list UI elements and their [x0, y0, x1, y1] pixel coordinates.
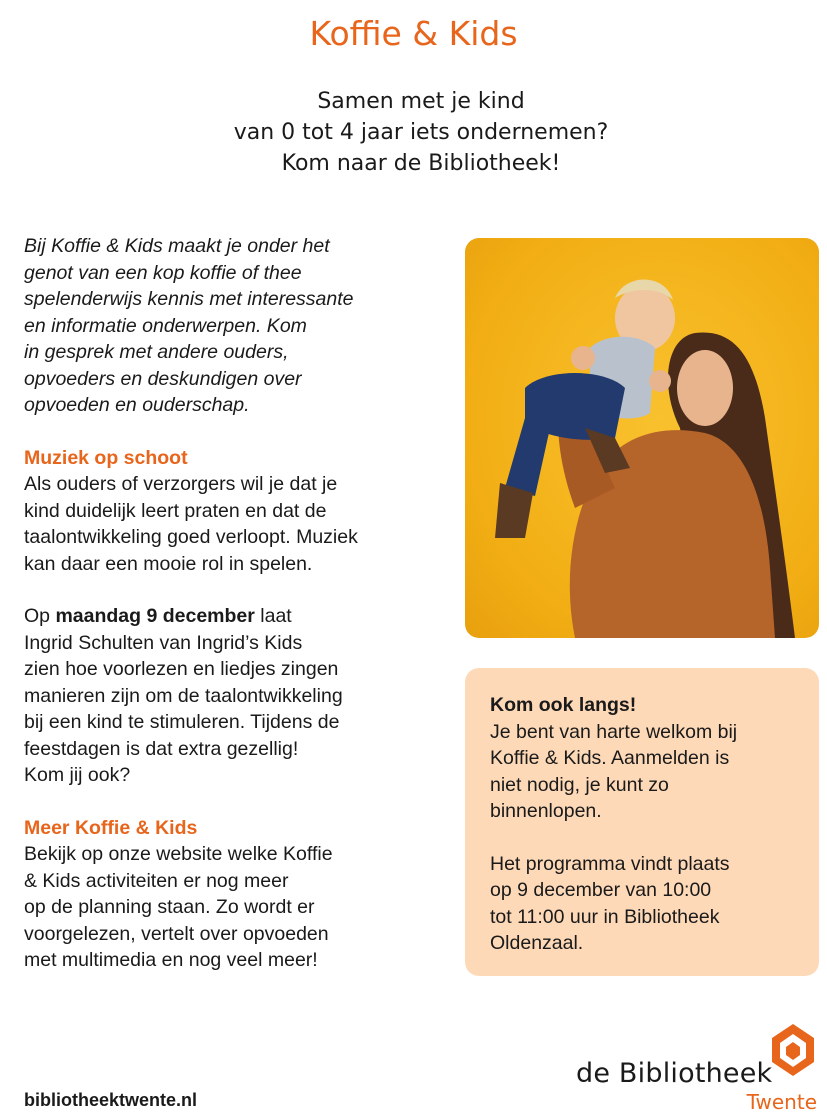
info-box	[465, 668, 819, 976]
subtitle	[0, 86, 827, 179]
text-line: Kom jij ook?	[24, 764, 131, 786]
intro-line: spelenderwijs kennis met interessante	[24, 288, 354, 310]
text-line: Koffie & Kids. Aanmelden is	[490, 747, 730, 769]
text-line: & Kids activiteiten er nog meer	[24, 869, 289, 892]
logo-subtext: Twente	[746, 1090, 817, 1114]
date-bold: maandag 9 december	[55, 605, 255, 627]
text-line: Je bent van harte welkom bij	[490, 720, 738, 743]
text-line: feestdagen is dat extra gezellig!	[24, 737, 299, 760]
intro-line: Bij Koffie & Kids maakt je onder het	[24, 235, 330, 257]
bibliotheek-logo-icon	[768, 1022, 818, 1078]
text-line: Bekijk op onze website welke Koffie	[24, 843, 333, 865]
intro-line: genot van een kop koffie of thee	[24, 261, 302, 284]
text-line: Oldenzaal.	[490, 932, 584, 954]
text-line: Als ouders of verzorgers wil je dat je	[24, 473, 338, 495]
subtitle-line: Samen met je kind	[317, 89, 525, 114]
subtitle-line: Kom naar de Bibliotheek!	[281, 151, 561, 176]
text-line: tot 11:00 uur in Bibliotheek	[490, 905, 720, 928]
intro-line: in gesprek met andere ouders,	[24, 341, 289, 363]
page-title: Koffie & Kids	[309, 14, 518, 53]
main-column	[24, 233, 424, 974]
intro-line: opvoeders en deskundigen over	[24, 367, 302, 390]
subtitle-line: van 0 tot 4 jaar iets ondernemen?	[233, 120, 609, 145]
mother-child-photo	[465, 238, 819, 638]
text-line: Ingrid Schulten van Ingrid’s Kids	[24, 631, 303, 654]
text-line: Het programma vindt plaats	[490, 852, 730, 875]
section1-paragraph1	[24, 471, 424, 577]
text-line: manieren zijn om de taalontwikkeling	[24, 684, 343, 707]
text-line: zien hoe voorlezen en liedjes zingen	[24, 658, 339, 680]
text-line: kind duidelijk leert praten en dat de	[24, 499, 327, 522]
section-heading-muziek: Muziek op schoot	[24, 446, 188, 469]
text-line	[24, 603, 424, 630]
text-line: kan daar een mooie rol in spelen.	[24, 552, 313, 575]
text-line: voorgelezen, vertelt over opvoeden	[24, 922, 329, 945]
text-span: Op	[24, 605, 56, 627]
intro-line: en informatie onderwerpen. Kom	[24, 314, 307, 337]
text-line: binnenlopen.	[490, 800, 602, 822]
text-line: op 9 december van 10:00	[490, 879, 712, 901]
section-heading-meer: Meer Koffie & Kids	[24, 816, 198, 839]
section2-paragraph	[24, 841, 424, 974]
logo-text: de Bibliotheek	[576, 1058, 773, 1089]
text-line: op de planning staan. Zo wordt er	[24, 896, 315, 918]
photo-illustration	[465, 238, 819, 638]
website-link[interactable]: bibliotheektwente.nl	[24, 1090, 198, 1110]
info-heading: Kom ook langs!	[490, 694, 637, 716]
text-span: laat	[254, 605, 292, 627]
text-line: met multimedia en nog veel meer!	[24, 949, 318, 971]
text-line: niet nodig, je kunt zo	[490, 773, 669, 796]
text-line: bij een kind te stimuleren. Tijdens de	[24, 711, 340, 733]
intro-line: opvoeden en ouderschap.	[24, 394, 250, 416]
text-line: taalontwikkeling goed verloopt. Muziek	[24, 526, 358, 548]
section1-paragraph2	[24, 603, 424, 789]
intro-paragraph	[24, 233, 424, 419]
